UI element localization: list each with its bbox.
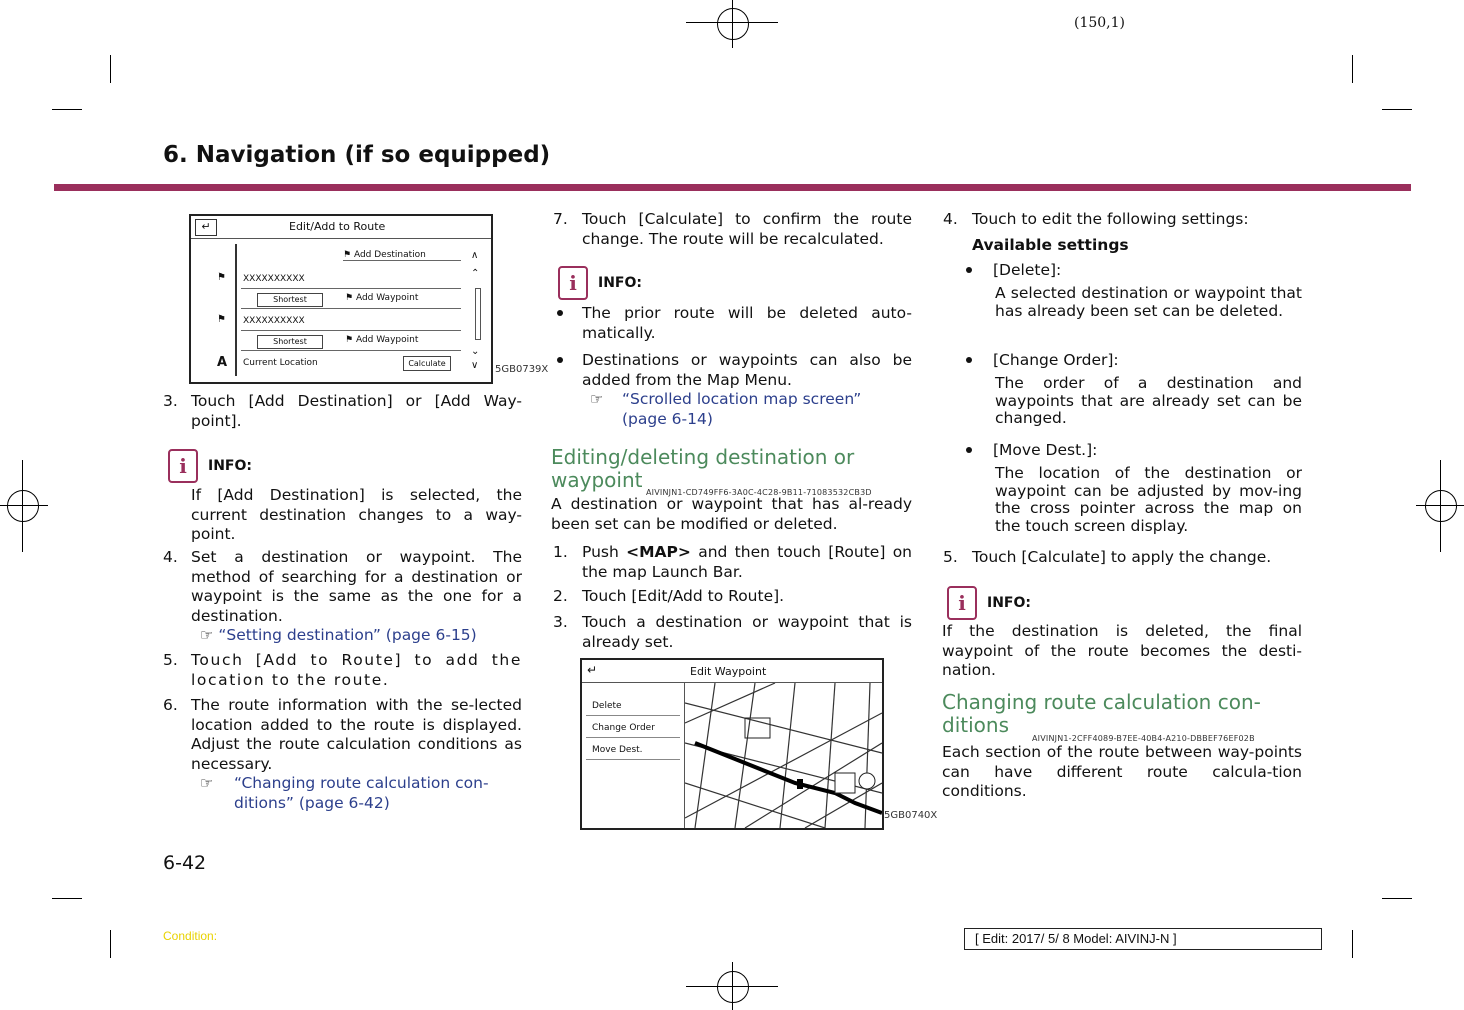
add-waypoint-label: Add Waypoint	[355, 293, 419, 303]
waypoint-icon: ⚑	[217, 314, 226, 325]
info-label: INFO:	[987, 595, 1031, 611]
map-view	[685, 683, 882, 828]
place-row-1: XXXXXXXXXX	[243, 274, 305, 284]
registration-circle	[7, 490, 39, 522]
crop-mark	[1352, 55, 1353, 83]
step-5: Touch [Add to Route] to add the location to the route.	[191, 651, 522, 689]
delete-option: Delete	[592, 701, 622, 711]
scroll-up-icon: ⌃	[471, 268, 480, 279]
flag-icon: ⚑	[345, 335, 354, 345]
link-changing-route[interactable]: “Changing route calculation con-ditions” (page 6-42)	[234, 774, 489, 812]
current-location-label: Current Location	[243, 358, 318, 368]
delete-setting-label: [Delete]:	[993, 261, 1062, 279]
destination-icon: ⚑	[217, 272, 226, 283]
section-heading: Editing/deleting destination or waypoint	[551, 445, 855, 492]
move-dest-setting-text: The location of the destination or waypoint can be adjusted by mov-ing the cross pointer across the map on the touch screen display.	[995, 464, 1302, 535]
info-label: INFO:	[598, 275, 642, 291]
row-divider	[241, 288, 461, 289]
scroll-up-icon: ∧	[471, 250, 479, 261]
section-text: Each section of the route between way-points can have different route calcula-tion conditions.	[942, 743, 1302, 800]
change-order-setting-label: [Change Order]:	[993, 351, 1119, 369]
available-settings: Available settings	[972, 236, 1129, 254]
back-icon: ↵	[587, 663, 598, 677]
step-number: 2.	[553, 587, 568, 605]
info-icon: i	[947, 586, 977, 620]
crop-mark	[52, 898, 82, 899]
figure-code: 5GB0739X	[495, 364, 549, 375]
bullet	[966, 357, 972, 363]
step-1-text: Push	[582, 543, 627, 561]
info-icon: i	[168, 449, 198, 483]
bullet	[966, 267, 972, 273]
row-divider	[586, 759, 680, 760]
crop-mark	[52, 109, 82, 110]
screenshot-edit-add-to-route	[189, 214, 493, 384]
menu-panel	[582, 683, 685, 828]
crop-mark	[110, 55, 111, 83]
scroll-down-icon: ⌄	[471, 346, 480, 357]
row-divider	[241, 308, 461, 309]
step-number: 1.	[553, 543, 568, 561]
bullet	[966, 447, 972, 453]
step-number: 5.	[163, 651, 178, 669]
scrollbar	[475, 288, 481, 340]
change-order-option: Change Order	[592, 723, 655, 733]
move-dest-setting-label: [Move Dest.]:	[993, 441, 1098, 459]
add-waypoint-row	[345, 335, 418, 345]
crop-mark	[1382, 898, 1412, 899]
add-waypoint-label: Add Waypoint	[355, 335, 419, 345]
edit-info: [ Edit: 2017/ 5/ 8 Model: AIVINJ-N ]	[964, 928, 1322, 950]
map-key: <MAP>	[626, 543, 691, 561]
back-icon: ↵	[195, 219, 217, 236]
condition-label: Condition:	[163, 929, 218, 943]
link-setting-destination[interactable]: “Setting destination” (page 6-15)	[218, 626, 477, 644]
move-dest-option: Move Dest.	[592, 745, 643, 755]
registration-circle	[1425, 490, 1457, 522]
step-4: Set a destination or waypoint. The method of searching for a destination or waypoint is the same as the one for a destination.	[191, 548, 522, 625]
step-number: 3.	[163, 392, 178, 410]
calculate-button: Calculate	[403, 356, 451, 371]
step-1-text: and then touch [Route] on the map Launch Bar.	[582, 543, 912, 581]
bullet	[557, 357, 563, 363]
flag-icon: ⚑	[345, 293, 354, 303]
screenshot-edit-waypoint	[580, 658, 884, 830]
info-block	[558, 266, 642, 300]
link-scrolled-map[interactable]: “Scrolled location map screen” (page 6-14)	[622, 390, 862, 428]
info-bullet-1: The prior route will be deleted auto-matically.	[582, 304, 912, 342]
header-rule	[54, 184, 1411, 191]
section-code: AIVINJN1-2CFF4089-B7EE-40B4-A210-DBBEF76EF02B	[1032, 734, 1255, 743]
crop-mark	[110, 930, 111, 958]
step-6: The route information with the se-lected location added to the route is displayed. Adjust the route calculation conditions as necessary.	[191, 696, 522, 773]
row-divider	[586, 737, 680, 738]
change-order-setting-text: The order of a destination and waypoints that are already set can be changed.	[995, 374, 1302, 427]
step-2: Touch [Edit/Add to Route].	[582, 587, 785, 605]
step-3: Touch a destination or waypoint that is already set.	[582, 613, 912, 651]
shortest-button: Shortest	[257, 335, 323, 349]
delete-setting-text: A selected destination or waypoint that has already been set can be deleted.	[995, 284, 1302, 320]
info-block	[168, 449, 252, 483]
add-waypoint-row	[345, 293, 418, 303]
divider	[191, 238, 491, 239]
section-intro: A destination or waypoint that has al-ready been set can be modified or deleted.	[551, 495, 912, 533]
step-number: 5.	[943, 548, 958, 566]
registration-circle	[717, 8, 749, 40]
crop-mark	[1382, 109, 1412, 110]
screen-title: Edit Waypoint	[690, 665, 767, 678]
crop-mark	[1352, 930, 1353, 958]
step-number: 4.	[943, 210, 958, 228]
step-number: 7.	[553, 210, 568, 228]
scroll-down-icon: ∨	[471, 360, 479, 371]
info-block	[947, 586, 1031, 620]
info-label: INFO:	[208, 458, 252, 474]
bullet	[557, 310, 563, 316]
figure-code: 5GB0740X	[884, 810, 938, 821]
step-number: 4.	[163, 548, 178, 566]
step-4: Touch to edit the following settings:	[972, 210, 1249, 228]
pointing-hand-icon: ☞	[200, 626, 214, 644]
pointing-hand-icon: ☞	[590, 390, 604, 408]
info-text: If the destination is deleted, the final waypoint of the route becomes the desti-nation.	[942, 622, 1302, 679]
info-bullet-2: Destinations or waypoints can also be added from the Map Menu.	[582, 351, 912, 389]
row-divider	[241, 350, 461, 351]
place-row-2: XXXXXXXXXX	[243, 316, 305, 326]
row-divider	[241, 330, 461, 331]
page-number: 6-42	[163, 852, 207, 874]
registration-circle	[717, 971, 749, 1003]
step-1	[582, 543, 912, 582]
screen-title: Edit/Add to Route	[289, 220, 386, 233]
route-line	[235, 244, 237, 376]
step-number: 6.	[163, 696, 178, 714]
step-5: Touch [Calculate] to apply the change.	[972, 548, 1272, 566]
current-location-icon: A	[217, 355, 228, 370]
pointing-hand-icon: ☞	[200, 774, 214, 792]
section-heading: Changing route calculation con-ditions	[942, 690, 1261, 737]
step-number: 3.	[553, 613, 568, 631]
info-icon: i	[558, 266, 588, 300]
step-3: Touch [Add Destination] or [Add Way-point].	[191, 392, 522, 430]
shortest-button: Shortest	[257, 293, 323, 307]
flag-icon: ⚑	[343, 250, 352, 260]
section-code: AIVINJN1-CD749FF6-3A0C-4C28-9B11-71083532CB3D	[646, 488, 872, 497]
info-text: If [Add Destination] is selected, the current destination changes to a way-point.	[191, 486, 522, 543]
row-divider	[586, 715, 680, 716]
page-code: (150,1)	[1074, 15, 1126, 31]
cross-reference	[200, 626, 477, 646]
add-destination-row	[343, 250, 461, 261]
step-7: Touch [Calculate] to confirm the route change. The route will be recalculated.	[582, 210, 912, 248]
page-title: 6. Navigation (if so equipped)	[163, 142, 551, 168]
add-destination-label: Add Destination	[353, 250, 426, 260]
